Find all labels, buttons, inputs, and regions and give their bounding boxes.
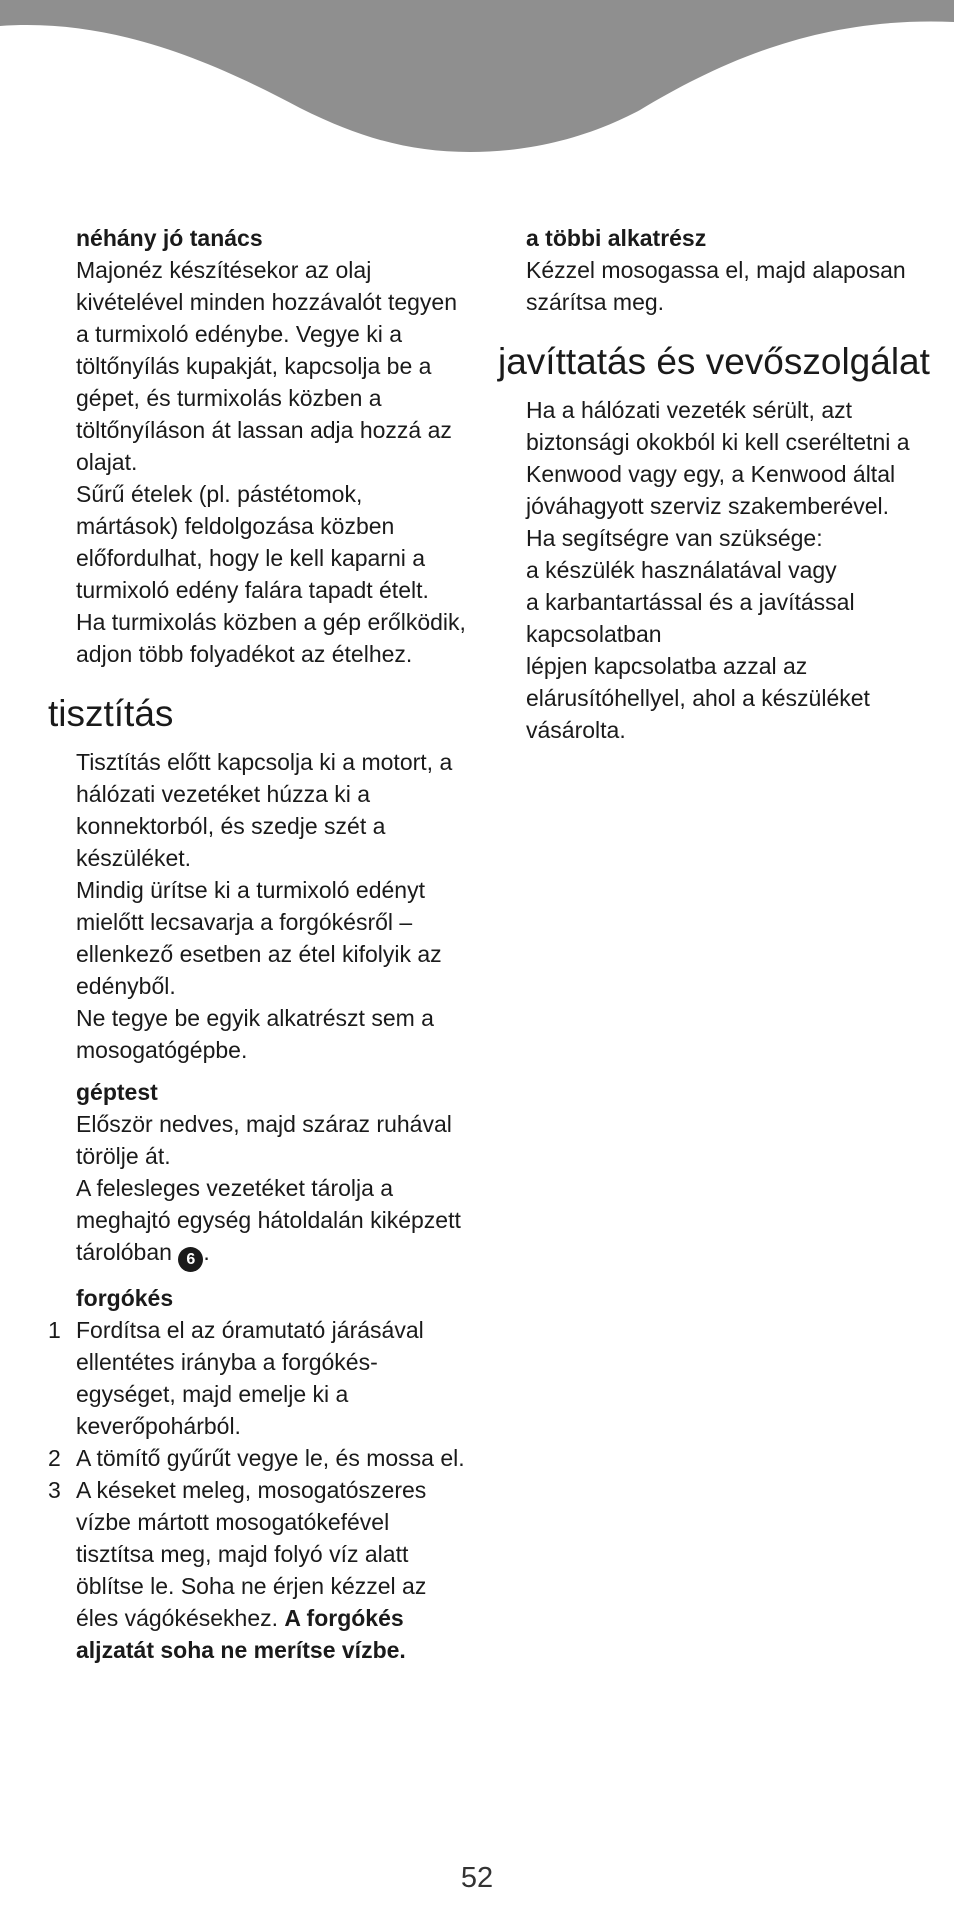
service-section — [498, 340, 938, 746]
step-warning: A forgókés aljzatát soha ne merítse vízbe. — [76, 1605, 406, 1663]
other-parts-paragraph: Kézzel mosogassa el, majd alaposan szárítsa meg. — [526, 257, 906, 315]
step-number: 3 — [48, 1477, 61, 1503]
blade-section — [48, 1282, 468, 1666]
tips-paragraph: Sűrű ételek (pl. pástétomok, mártások) feldolgozása közben előfordulhat, hogy le kell kaparni a turmixoló edény falára tapadt ételt. — [76, 481, 429, 603]
service-heading: javíttatás és vevőszolgálat — [498, 341, 930, 382]
figure-reference-6: 6 — [178, 1247, 203, 1272]
step-number: 1 — [48, 1317, 61, 1343]
cleaning-paragraph: Tisztítás előtt kapcsolja ki a motort, a hálózati vezetéket húzza ki a konnektorból, és szedje szét a készüléket. — [76, 749, 453, 871]
step-text: Fordítsa el az óramutató járásával ellentétes irányba a forgókés-egységet, majd emelje ki a keverőpohárból. — [76, 1317, 424, 1439]
tips-paragraph: Ha turmixolás közben a gép erőlködik, adjon több folyadékot az ételhez. — [76, 609, 466, 667]
cleaning-paragraph: Ne tegye be egyik alkatrészt sem a mosogatógépbe. — [76, 1005, 434, 1063]
step-text: A késeket meleg, mosogatószeres vízbe mártott mosogatókefével tisztítsa meg, majd folyó víz alatt öblítse le. Soha ne érjen kézzel az éles vágókésekhez. — [76, 1477, 427, 1631]
step-number: 2 — [48, 1445, 61, 1471]
cleaning-paragraph: Mindig ürítse ki a turmixoló edényt mielőtt lecsavarja a forgókésről – ellenkező esetben az étel kifolyik az edényből. — [76, 877, 442, 999]
service-paragraph: a készülék használatával vagy — [526, 557, 837, 583]
service-paragraph: lépjen kapcsolatba azzal az elárusítóhellyel, ahol a készüléket vásárolta. — [526, 653, 870, 743]
service-paragraph: a karbantartással és a javítással kapcsolatban — [526, 589, 855, 647]
service-paragraph: Ha segítségre van szüksége: — [526, 525, 823, 551]
cleaning-section — [48, 692, 468, 1066]
other-parts-section — [498, 222, 938, 318]
blade-title: forgókés — [76, 1285, 174, 1311]
blade-steps-list — [48, 1314, 468, 1666]
body-paragraph-end: . — [203, 1239, 210, 1265]
list-item — [48, 1442, 468, 1474]
body-paragraph-text: A felesleges vezetéket tárolja a meghajtó egység hátoldalán kiképzett tárolóban — [76, 1175, 461, 1265]
step-text: A tömítő gyűrűt vegye le, és mossa el. — [76, 1445, 465, 1471]
page-number: 52 — [460, 1862, 494, 1894]
other-parts-title: a többi alkatrész — [526, 225, 707, 251]
left-column — [48, 222, 468, 1666]
list-item — [48, 1314, 468, 1442]
tips-paragraph: Majonéz készítésekor az olaj kivételével minden hozzávalót tegyen a turmixoló edénybe. Vegye ki a töltőnyílás kupakját, kapcsolja be a gépet, és turmixolás közben a töltőnyíláson át lassan adja hozzá az olajat. — [76, 257, 458, 475]
body-section — [48, 1076, 468, 1272]
tips-section — [48, 222, 468, 670]
right-column — [498, 222, 938, 746]
body-paragraph — [48, 1172, 468, 1272]
service-paragraph: Ha a hálózati vezeték sérült, azt biztonsági okokból ki kell cseréltetni a Kenwood vagy egy, a Kenwood által jóváhagyott szerviz szakemberével. — [526, 397, 910, 519]
cleaning-heading: tisztítás — [48, 693, 174, 734]
header-wave-decoration — [0, 0, 954, 160]
body-title: géptest — [76, 1079, 158, 1105]
tips-title: néhány jó tanács — [76, 225, 263, 251]
body-paragraph: Először nedves, majd száraz ruhával törölje át. — [76, 1111, 452, 1169]
list-item — [48, 1474, 468, 1666]
